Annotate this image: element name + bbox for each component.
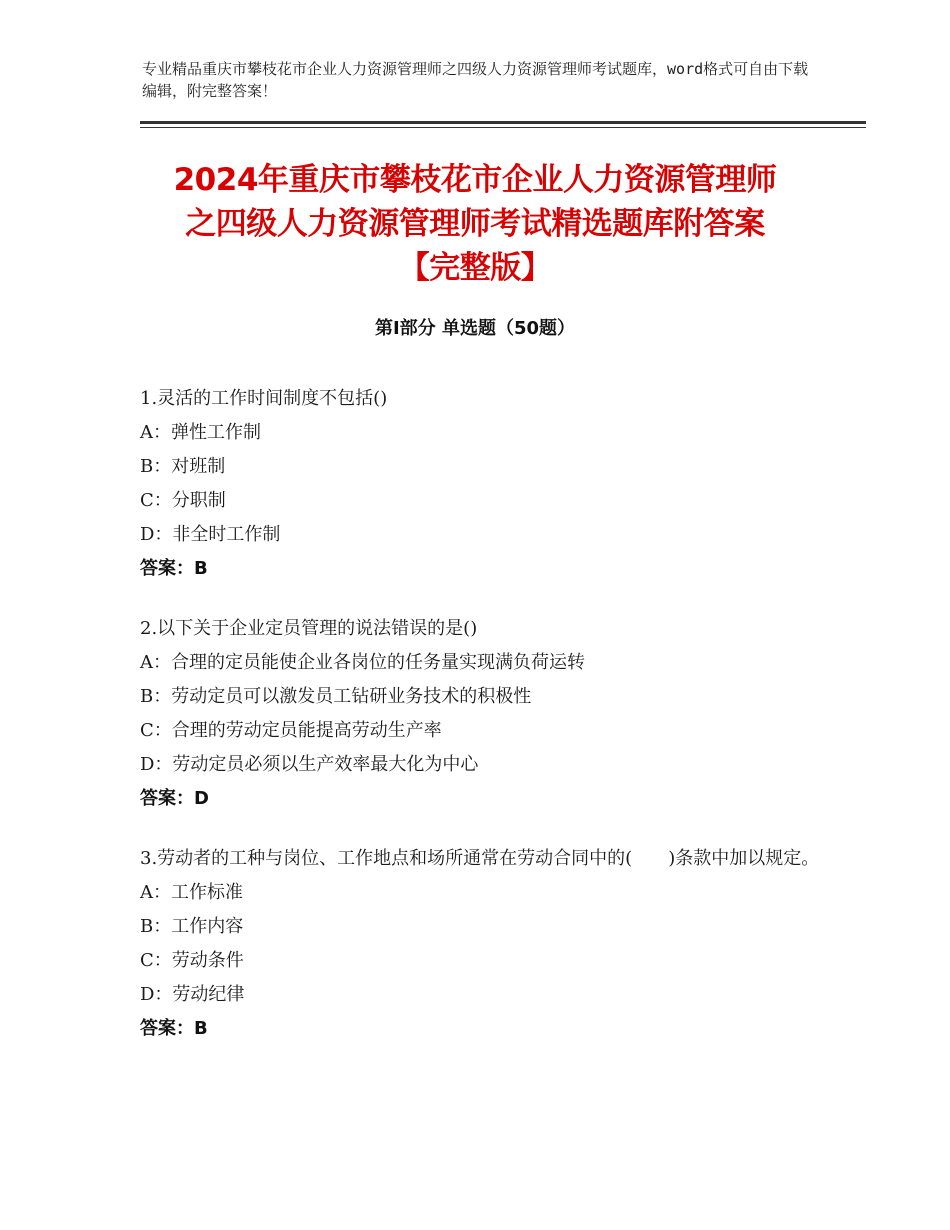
answer-line: 答案：B xyxy=(140,558,208,579)
option-b: B：工作内容 xyxy=(140,916,244,937)
option-a: A：工作标准 xyxy=(140,882,243,903)
option-d: D：劳动定员必须以生产效率最大化为中心 xyxy=(140,754,479,775)
option-b: B：对班制 xyxy=(140,456,226,477)
section-heading: 第Ⅰ部分 单选题（50题） xyxy=(374,318,575,339)
question-stem: 2.以下关于企业定员管理的说法错误的是() xyxy=(140,618,478,639)
title-line-2: 之四级人力资源管理师考试精选题库附答案 xyxy=(185,206,765,242)
header-rule-thin xyxy=(140,127,866,128)
question-item xyxy=(140,842,840,1046)
title-line-3: 【完整版】 xyxy=(398,250,552,286)
header-rule-thick xyxy=(140,121,866,124)
option-c: C：分职制 xyxy=(140,490,226,511)
question-stem: 1.灵活的工作时间制度不包括() xyxy=(140,388,388,409)
document-title xyxy=(120,158,830,290)
header-note: 专业精品重庆市攀枝花市企业人力资源管理师之四级人力资源管理师考试题库，word格式可自由下载编辑，附完整答案！ xyxy=(142,60,809,100)
title-line-1: 2024年重庆市攀枝花市企业人力资源管理师 xyxy=(173,162,777,198)
option-d: D：劳动纪律 xyxy=(140,984,245,1005)
answer-line: 答案：D xyxy=(140,788,209,809)
question-stem: 3.劳动者的工种与岗位、工作地点和场所通常在劳动合同中的( )条款中加以规定。 xyxy=(140,848,820,869)
question-item xyxy=(140,382,840,586)
option-c: C：劳动条件 xyxy=(140,950,244,971)
option-b: B：劳动定员可以激发员工钻研业务技术的积极性 xyxy=(140,686,532,707)
answer-line: 答案：B xyxy=(140,1018,208,1039)
question-item xyxy=(140,612,840,816)
question-list xyxy=(140,382,840,1072)
option-c: C：合理的劳动定员能提高劳动生产率 xyxy=(140,720,442,741)
option-d: D：非全时工作制 xyxy=(140,524,281,545)
option-a: A：合理的定员能使企业各岗位的任务量实现满负荷运转 xyxy=(140,652,585,673)
option-a: A：弹性工作制 xyxy=(140,422,261,443)
